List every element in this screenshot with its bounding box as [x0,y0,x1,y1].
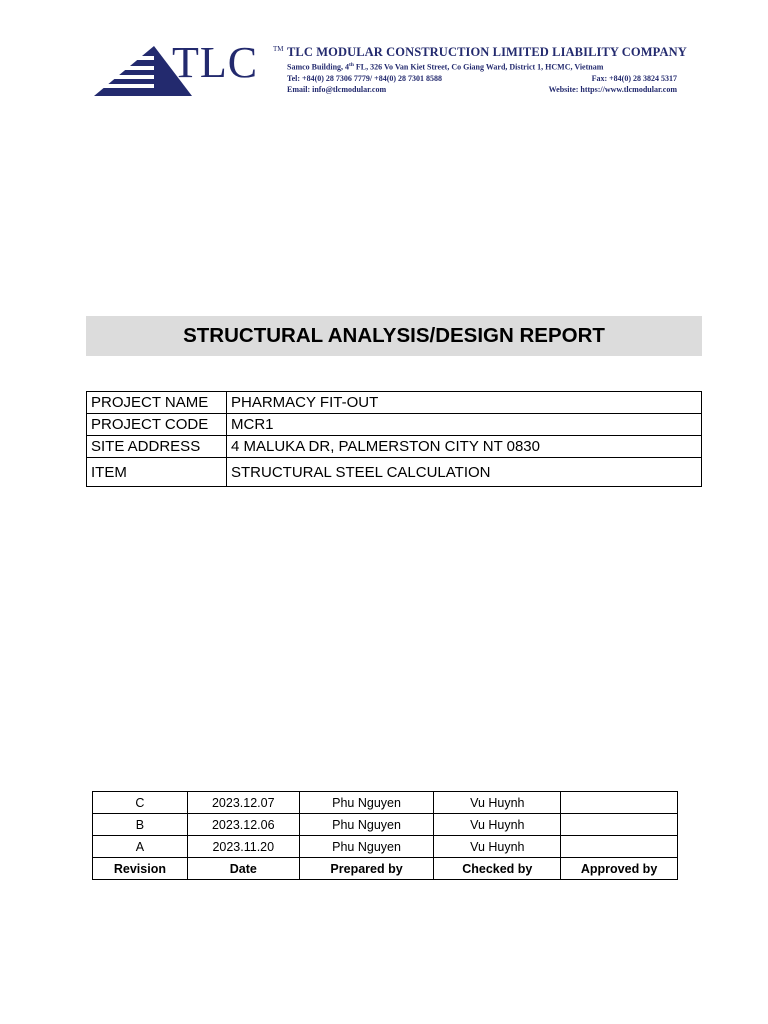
revision-header-row [93,858,678,880]
company-details [287,45,687,95]
company-address: Samco Building, 4th FL, 326 Vo Van Kiet Street, Co Giang Ward, District 1, HCMC, Vietnam [287,62,604,72]
table-row [93,814,678,836]
report-title: STRUCTURAL ANALYSIS/DESIGN REPORT [183,324,605,347]
company-contact [287,84,677,95]
letterhead [92,38,687,100]
prepared-by-cell: Phu Nguyen [299,836,434,858]
date-cell: 2023.12.06 [187,814,299,836]
revision-cell: C [93,792,188,814]
approved-by-cell [561,836,678,858]
company-website[interactable]: Website: https://www.tlcmodular.com [548,84,677,94]
revision-cell: A [93,836,188,858]
report-title-bar [86,316,702,356]
checked-by-cell: Vu Huynh [434,836,561,858]
date-header: Date [187,858,299,880]
company-phone-fax [287,73,677,84]
item-label: ITEM [87,458,227,487]
item-value: STRUCTURAL STEEL CALCULATION [227,458,702,487]
logo-trademark: TM [273,45,284,53]
company-logo [92,38,284,98]
company-name: TLC MODULAR CONSTRUCTION LIMITED LIABILITY COMPANY [287,45,687,59]
project-name-value: PHARMACY FIT-OUT [227,392,702,414]
approved-by-cell [561,814,678,836]
table-row [93,792,678,814]
prepared-by-cell: Phu Nguyen [299,792,434,814]
prepared-by-cell: Phu Nguyen [299,814,434,836]
table-row [87,414,702,436]
site-address-value: 4 MALUKA DR, PALMERSTON CITY NT 0830 [227,436,702,458]
logo-text: TLC [172,38,259,87]
site-address-label: SITE ADDRESS [87,436,227,458]
checked-by-header: Checked by [434,858,561,880]
checked-by-cell: Vu Huynh [434,814,561,836]
table-row [87,458,702,487]
table-row [87,436,702,458]
company-fax: Fax: +84(0) 28 3824 5317 [591,73,677,83]
checked-by-cell: Vu Huynh [434,792,561,814]
project-name-label: PROJECT NAME [87,392,227,414]
revision-header: Revision [93,858,188,880]
company-tel: Tel: +84(0) 28 7306 7779/ +84(0) 28 7301 8588 [287,73,443,83]
project-code-value: MCR1 [227,414,702,436]
approved-by-header: Approved by [561,858,678,880]
approved-by-cell [561,792,678,814]
company-email[interactable]: Email: info@tlcmodular.com [287,84,387,94]
project-code-label: PROJECT CODE [87,414,227,436]
project-info-table [86,391,702,487]
date-cell: 2023.11.20 [187,836,299,858]
date-cell: 2023.12.07 [187,792,299,814]
revision-cell: B [93,814,188,836]
prepared-by-header: Prepared by [299,858,434,880]
table-row [87,392,702,414]
revision-table [92,791,678,880]
table-row [93,836,678,858]
